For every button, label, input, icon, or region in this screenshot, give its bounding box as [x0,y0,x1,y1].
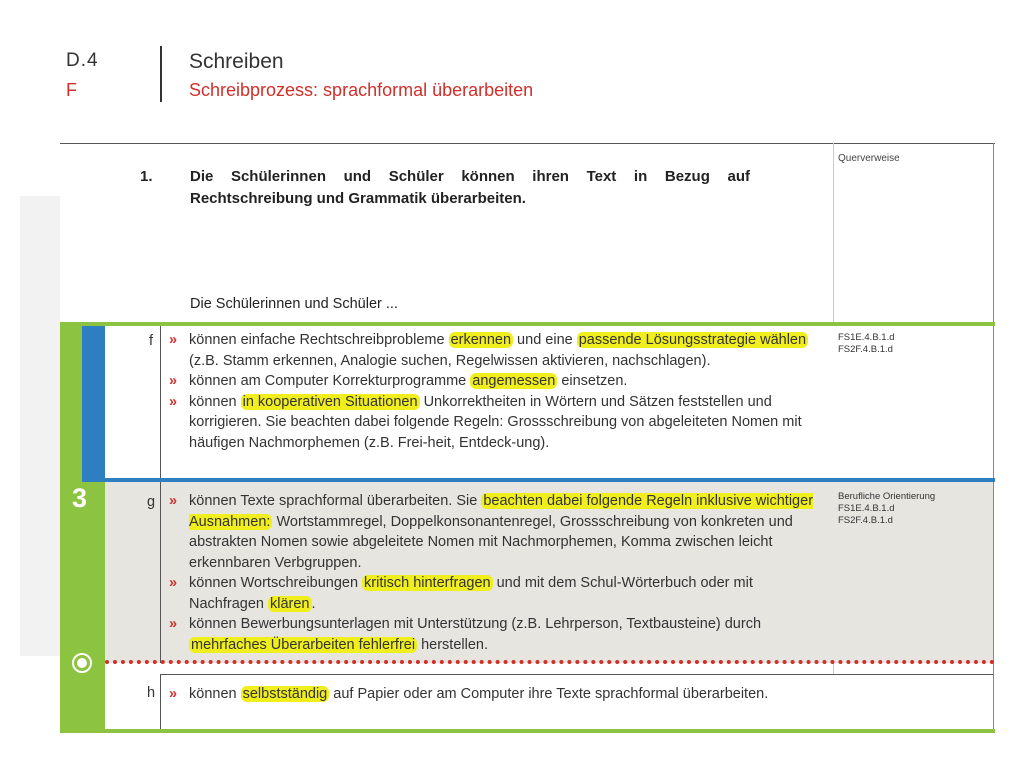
row-g-refs [838,491,988,527]
competence-item [169,330,829,371]
page-subtitle: Schreibprozess: sprachformal überarbeiten [189,80,534,100]
competence-item [169,684,829,705]
highlighted-phrase: angemessen [472,373,556,389]
intro-number: 1. [140,168,153,185]
item-text: (z.B. Stamm erkennen, Analogie suchen, Regelwissen aktivieren, nachschlagen). [189,352,711,369]
letter-divider-h [160,674,161,729]
competence-item [169,392,829,454]
item-text: können Texte sprachformal überarbeiten. Sie [189,493,482,509]
header-divider [160,46,162,102]
green-band-top [105,322,995,326]
row-f-items [169,330,829,453]
bullet-arrow-icon: » [169,575,178,591]
crossref-label: Querverweise [838,153,900,164]
item-text: Unkorrektheiten in Wörtern und Sätzen feststellen und korrigieren. Sie beachten dabei folgende Regeln: Grossschreibung von abgeleiteten Nomen mit häufigen Nachmorphemen (z.B. Frei-heit, Entdeck-ung). [189,393,802,451]
item-text: . [311,595,316,612]
minimum-requirement-line [105,660,995,664]
item-text: herstellen. [417,636,488,653]
competence-item [169,614,829,655]
crossref-code: FS2F.4.B.1.d [838,344,893,355]
crossref-code: FS2F.4.B.1.d [838,515,893,526]
bullet-arrow-icon: » [169,493,178,509]
item-text: können [189,393,241,410]
highlighted-phrase: selbstständig [242,686,328,702]
item-text: können [189,686,241,702]
page-title: Schreiben [189,50,284,73]
crossref-code: FS1E.4.B.1.d [838,503,895,514]
bullet-arrow-icon: » [169,686,178,702]
highlighted-phrase: passende Lösungsstrategie wählen [578,332,807,348]
bullet-arrow-icon: » [169,393,178,410]
bullet-arrow-icon: » [169,616,178,632]
highlighted-phrase: klären [270,595,310,612]
competence-item [169,573,829,614]
intro-text: Die Schülerinnen und Schüler können ihren Text in Bezug auf Rechtschreibung und Grammatik überarbeiten. [190,168,750,207]
letter-divider-f [160,326,161,478]
section-code: D.4 [66,50,99,71]
row-letter-h: h [147,685,156,701]
highlighted-phrase: kritisch hinterfragen [364,575,491,591]
row-h-top-rule [160,674,993,675]
highlighted-phrase: beachten dabei folgende Regeln inklusive wichtiger Ausnahmen: [189,493,814,530]
item-text: auf Papier oder am Computer ihre Texte sprachformal überarbeiten. [329,686,769,702]
competence-item [169,371,829,392]
row-g-items [169,491,829,655]
item-text: können Bewerbungsunterlagen mit Unterstützung (z.B. Lehrperson, Textbausteine) durch [189,616,762,632]
competence-item [169,491,829,573]
item-text: können einfache Rechtschreibprobleme [189,332,449,348]
bullet-arrow-icon: » [169,332,178,348]
highlighted-phrase: erkennen [450,332,512,348]
target-icon [70,651,94,675]
row-letter-f: f [149,333,154,349]
section-subcode: F [66,80,77,100]
item-text: Wortstammregel, Doppelkonsonantenregel, Grossschreibung von konkreten und abstrakten Nomen sowie abgeleitete Nomen mit Nachmorphemen, Komma zwischen leicht erkennbaren Verbgruppen. [189,513,793,571]
row-f-refs [838,332,988,356]
row-letter-g: g [147,494,156,510]
letter-divider-g [160,482,161,663]
green-band-bottom [105,729,995,733]
blue-band [82,478,995,482]
item-text: und mit dem Schul-Wörterbuch oder mit Nachfragen [189,575,753,612]
table-right-rule [993,143,994,733]
level-marker-blue [82,326,105,478]
background-band [20,196,60,656]
bullet-arrow-icon: » [169,373,178,389]
item-text: und eine [513,332,577,348]
competence-table [60,143,995,733]
intro-block [60,144,833,322]
item-text: können Wortschreibungen [189,575,363,591]
intro-stem: Die Schülerinnen und Schüler ... [190,296,398,312]
highlighted-phrase: in kooperativen Situationen [242,393,418,410]
item-text: können am Computer Korrekturprogramme [189,373,471,389]
row-h-items [169,684,829,705]
highlighted-phrase: mehrfaches Überarbeiten fehlerfrei [191,636,416,653]
level-number: 3 [72,483,88,513]
crossref-code: FS1E.4.B.1.d [838,332,895,343]
crossref-code: Berufliche Orientierung [838,491,936,502]
item-text: einsetzen. [557,373,628,389]
